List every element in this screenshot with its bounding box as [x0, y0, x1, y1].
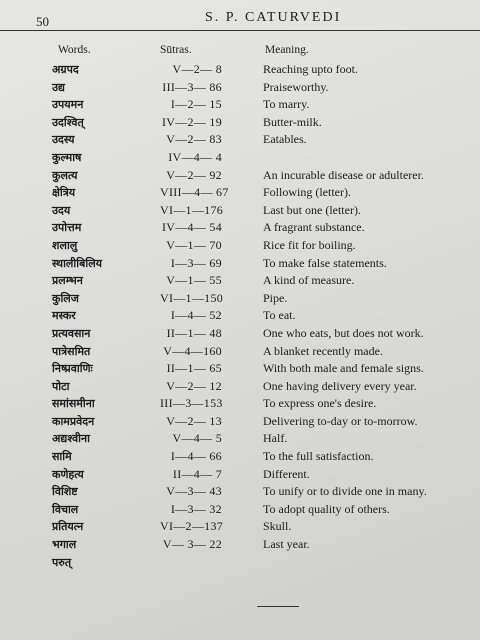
- sanskrit-word: क्षेत्रिय: [52, 186, 76, 200]
- sanskrit-word: प्रत्यवसान: [52, 326, 91, 340]
- table-row: [0, 537, 480, 555]
- meaning-text: To adopt quality of others.: [263, 501, 390, 516]
- sutra-reference: I—4— 52: [170, 308, 222, 323]
- table-row: [0, 273, 480, 291]
- sutra-reference: IV—4— 54: [161, 220, 222, 235]
- meaning-text: Delivering to-day or to-morrow.: [263, 413, 418, 428]
- sanskrit-word: उदस्य: [52, 133, 75, 147]
- table-row: [0, 203, 480, 221]
- page-number: 50: [36, 14, 49, 29]
- sanskrit-word: परुत्: [52, 555, 72, 569]
- sanskrit-word: अग्रपद: [52, 63, 79, 76]
- table-row: [0, 291, 480, 309]
- sanskrit-word: सामि: [52, 450, 72, 464]
- meaning-text: A blanket recently made.: [263, 343, 383, 358]
- sanskrit-word: भगाल: [52, 538, 77, 552]
- meaning-text: To eat.: [263, 308, 296, 323]
- sanskrit-word: पात्रेसमित: [52, 344, 91, 358]
- sutra-reference: V—3— 43: [166, 484, 222, 499]
- sanskrit-word: कणेहत्य: [52, 467, 84, 481]
- sutra-reference: V—1— 55: [166, 273, 222, 288]
- meaning-text: Rice fit for boiling.: [263, 237, 356, 252]
- sanskrit-word: प्रतियत्न: [52, 520, 84, 534]
- table-row: [0, 344, 480, 362]
- meaning-text: Skull.: [263, 519, 292, 534]
- sutra-reference: VIII—4— 67: [160, 185, 229, 200]
- sutra-reference: VI—2—137: [160, 519, 224, 534]
- sutra-reference: VI—1—150: [160, 290, 224, 305]
- table-row: [0, 62, 480, 80]
- sanskrit-word: कामप्रवेदन: [52, 414, 95, 428]
- column-header-sutras: Sūtras.: [160, 44, 192, 56]
- sanskrit-word: विचाल: [52, 502, 79, 516]
- meaning-text: Pipe.: [263, 290, 288, 305]
- sanskrit-word: उपोत्तम: [52, 221, 82, 235]
- page-header: [0, 0, 480, 31]
- table-row: [0, 484, 480, 502]
- table-row: [0, 396, 480, 414]
- table-row: [0, 150, 480, 168]
- sanskrit-word: पोटा: [52, 379, 70, 393]
- meaning-text: A fragrant substance.: [263, 220, 365, 235]
- meaning-text: Praiseworthy.: [263, 79, 329, 94]
- sutra-reference: II—1— 65: [166, 361, 222, 376]
- sutra-reference: V—4—160: [163, 343, 222, 358]
- sutra-reference: IV—2— 19: [161, 114, 222, 129]
- sanskrit-word: कुलत्य: [52, 168, 78, 182]
- table-row: [0, 519, 480, 537]
- table-row: [0, 414, 480, 432]
- meaning-text: Different.: [263, 466, 310, 481]
- table-row: [0, 256, 480, 274]
- meaning-text: Reaching upto foot.: [263, 62, 358, 76]
- table-row: [0, 97, 480, 115]
- meaning-text: Following (letter).: [263, 185, 351, 200]
- sutra-reference: V—2— 8: [172, 62, 222, 76]
- sanskrit-word: मस्कर: [52, 309, 76, 323]
- table-row: [0, 326, 480, 344]
- meaning-text: Butter-milk.: [263, 114, 322, 129]
- sanskrit-word: अद्यश्वीना: [52, 432, 90, 446]
- meaning-text: An incurable disease or adulterer.: [263, 167, 424, 182]
- sanskrit-word: शलालु: [52, 238, 78, 252]
- column-header-meaning: Meaning.: [265, 44, 309, 56]
- sanskrit-word: कुल्माष: [52, 150, 82, 164]
- table-row: [0, 361, 480, 379]
- table-row: [0, 132, 480, 150]
- sutra-reference: I—3— 32: [170, 501, 222, 516]
- sanskrit-word: कुलिज: [52, 291, 79, 305]
- table-row: [0, 168, 480, 186]
- sutra-reference: II—4— 7: [172, 466, 222, 481]
- meaning-text: One having delivery every year.: [263, 378, 417, 393]
- column-header-words: Words.: [58, 44, 91, 56]
- sanskrit-word: उपयमन: [52, 98, 84, 112]
- sutra-reference: IV—4— 4: [168, 149, 222, 164]
- sanskrit-word: प्रलम्भन: [52, 274, 83, 288]
- table-row: [0, 467, 480, 485]
- glossary-table: [0, 62, 480, 572]
- meaning-text: Half.: [263, 431, 288, 446]
- sanskrit-word: उद्य: [52, 80, 65, 94]
- sutra-reference: V— 3— 22: [162, 537, 222, 552]
- sutra-reference: III—3—153: [160, 396, 223, 411]
- meaning-text: Last but one (letter).: [263, 202, 361, 217]
- meaning-text: To marry.: [263, 97, 310, 112]
- table-row: [0, 80, 480, 98]
- sanskrit-word: समांसमीना: [52, 397, 95, 411]
- sanskrit-word: उदश्वित्: [52, 115, 84, 129]
- sutra-reference: III—3— 86: [162, 79, 222, 94]
- table-row: [0, 308, 480, 326]
- table-row: [0, 238, 480, 256]
- sutra-reference: I—3— 69: [170, 255, 222, 270]
- sanskrit-word: उदय: [52, 203, 71, 217]
- sutra-reference: V—1— 70: [166, 237, 222, 252]
- meaning-text: To make false statements.: [263, 255, 387, 270]
- meaning-text: Last year.: [263, 537, 310, 552]
- meaning-text: One who eats, but does not work.: [263, 325, 424, 340]
- meaning-text: To the full satisfaction.: [263, 449, 374, 464]
- meaning-text: With both male and female signs.: [263, 361, 424, 376]
- sutra-reference: V—2— 83: [166, 132, 222, 147]
- sutra-reference: I—2— 15: [170, 97, 222, 112]
- sutra-reference: II—1— 48: [166, 325, 222, 340]
- meaning-text: Eatables.: [263, 132, 307, 147]
- sutra-reference: V—2— 92: [166, 167, 222, 182]
- sanskrit-word: स्थालीबिलिय: [52, 256, 103, 270]
- meaning-text: To unify or to divide one in many.: [263, 484, 427, 499]
- sanskrit-word: विशिष्ट: [52, 485, 78, 499]
- running-title: S. P. CATURVEDI: [205, 10, 342, 25]
- sanskrit-word: निष्प्रवाणिः: [52, 362, 93, 376]
- table-row: [0, 220, 480, 238]
- sutra-reference: VI—1—176: [160, 202, 224, 217]
- meaning-text: A kind of measure.: [263, 273, 355, 288]
- end-rule: [257, 606, 299, 607]
- table-row: [0, 555, 480, 573]
- table-row: [0, 431, 480, 449]
- table-row: [0, 185, 480, 203]
- table-row: [0, 379, 480, 397]
- sutra-reference: V—2— 13: [166, 413, 222, 428]
- meaning-text: To express one's desire.: [263, 396, 377, 411]
- sutra-reference: V—4— 5: [172, 431, 222, 446]
- table-row: [0, 449, 480, 467]
- table-row: [0, 502, 480, 520]
- sutra-reference: V—2— 12: [166, 378, 222, 393]
- table-row: [0, 115, 480, 133]
- sutra-reference: I—4— 66: [170, 449, 222, 464]
